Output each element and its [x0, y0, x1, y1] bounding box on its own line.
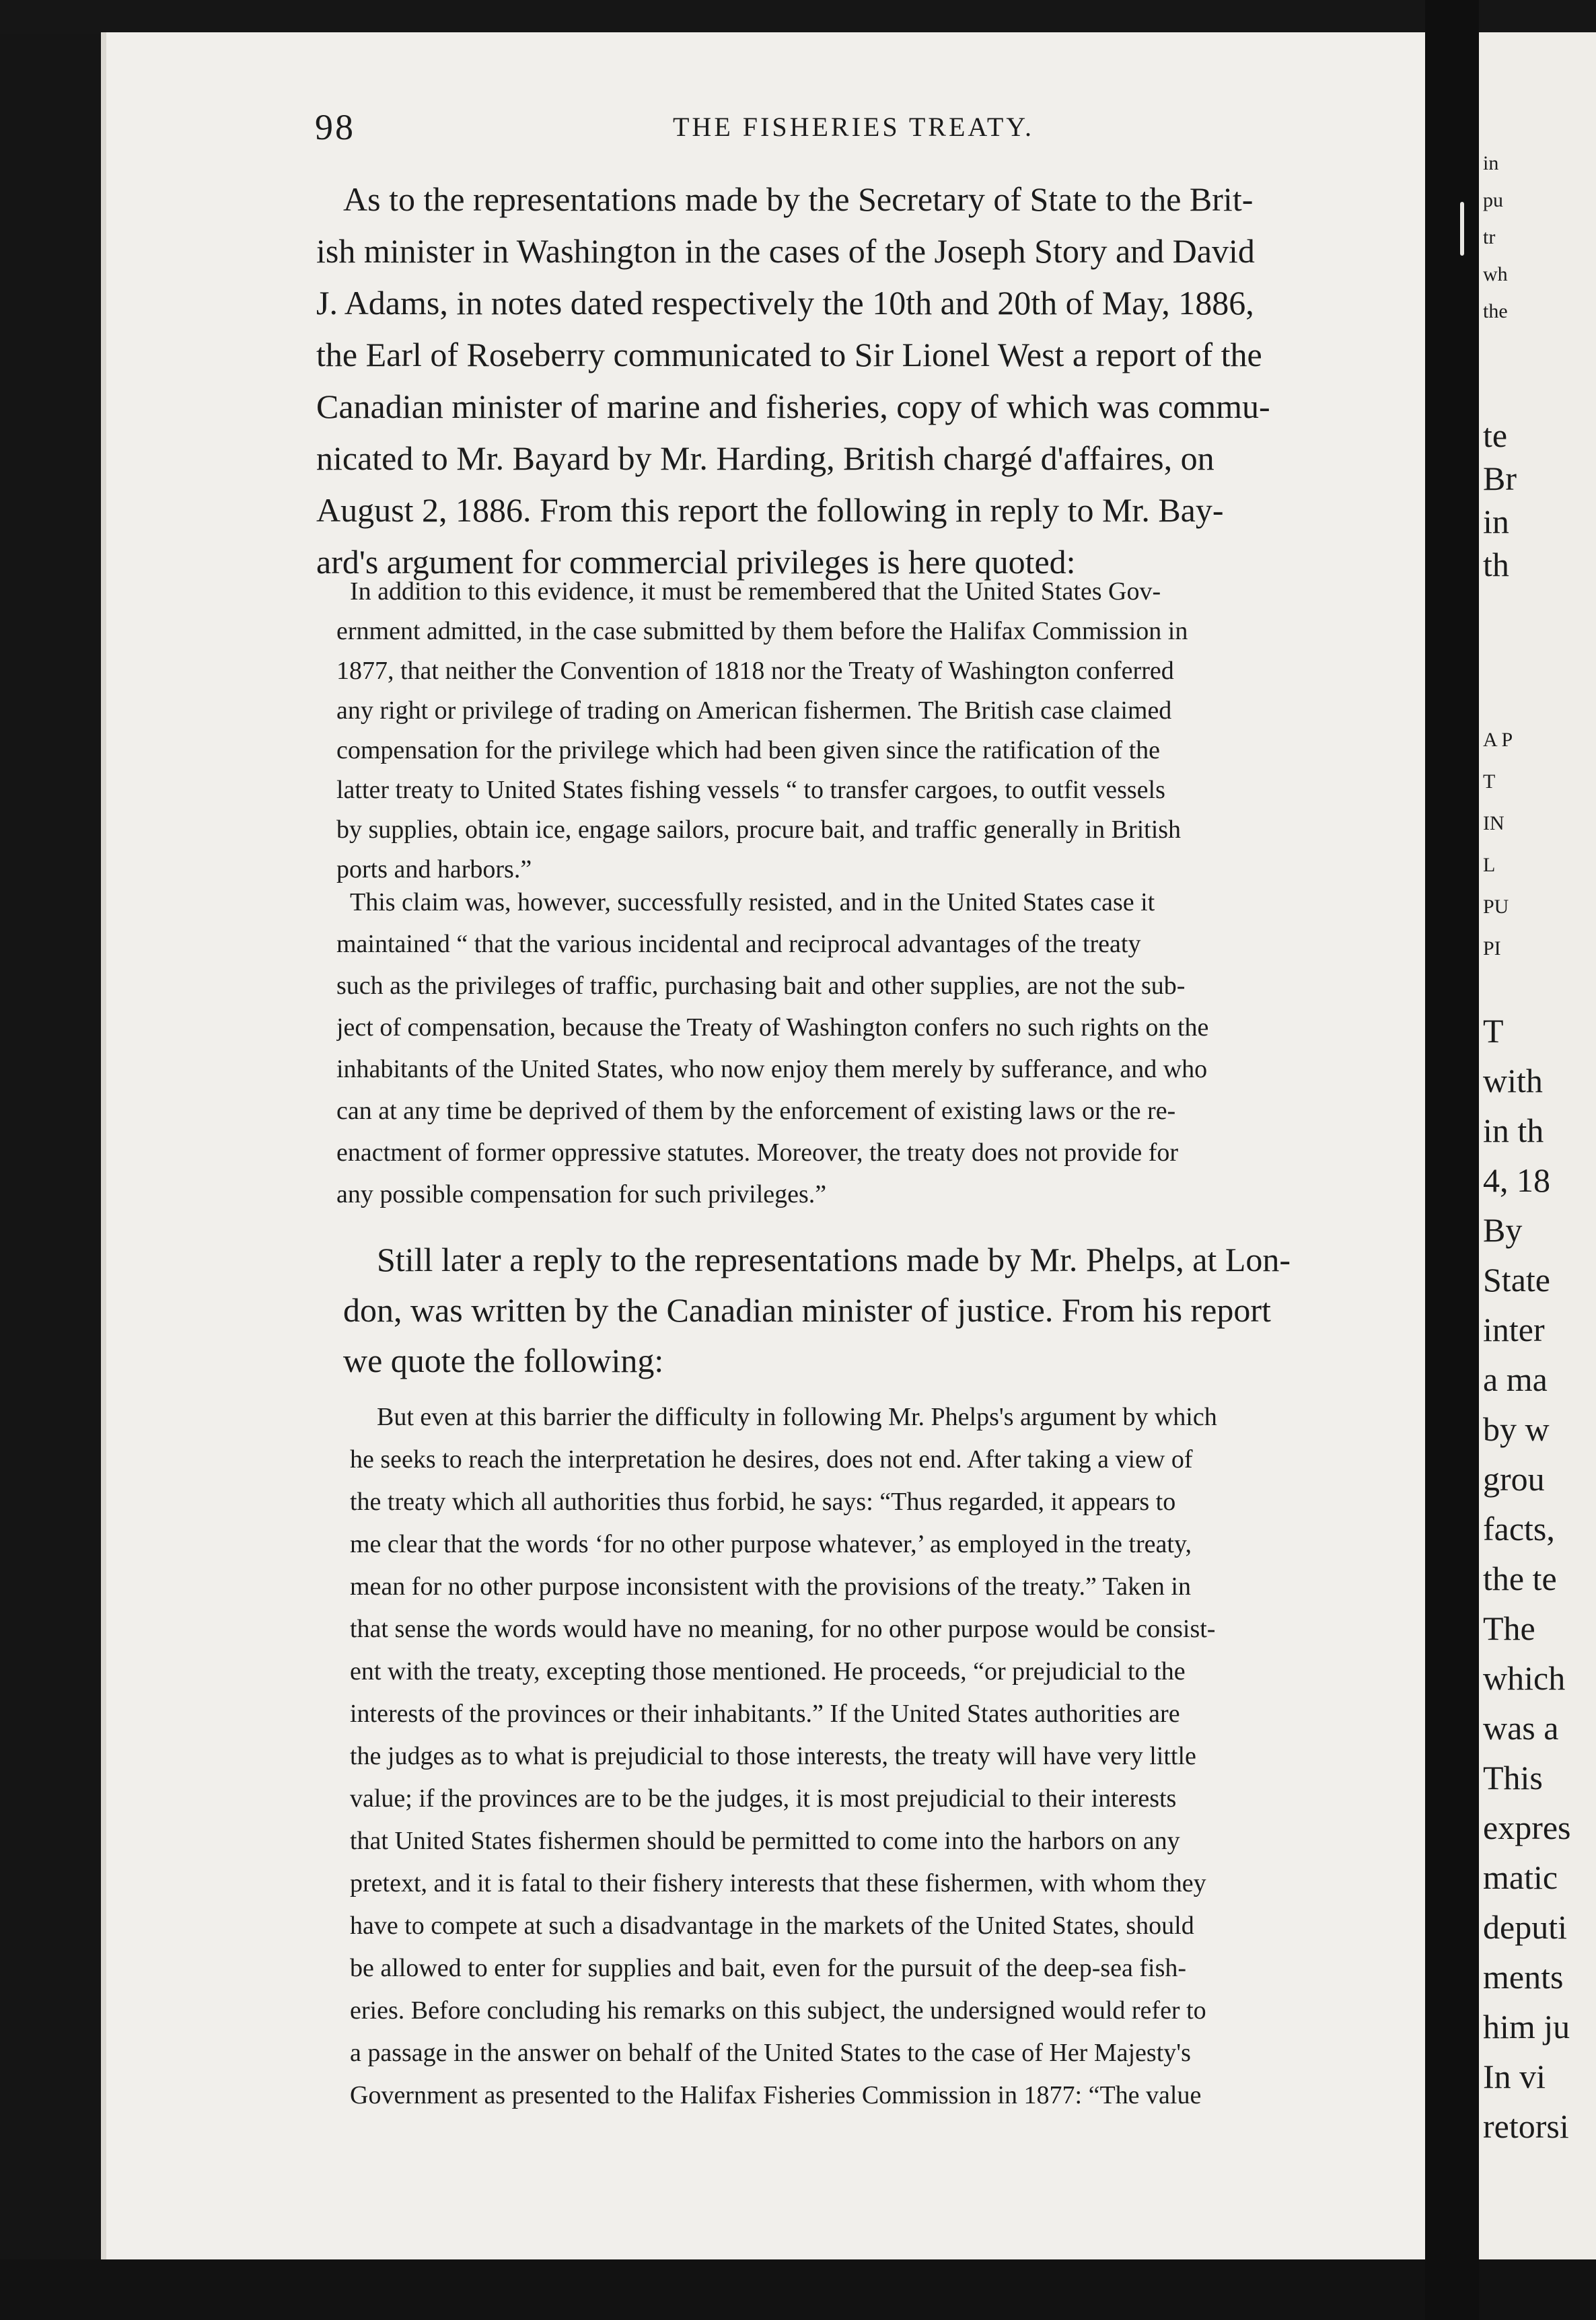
facing-page-fragment: ments — [1483, 1958, 1564, 1996]
text-line: any possible compensation for such privileges.” — [336, 1180, 827, 1208]
paragraph-1 — [316, 174, 1426, 588]
text-line: that United States fishermen should be permitted to come into the harbors on any — [350, 1827, 1180, 1855]
text-line: by supplies, obtain ice, engage sailors, procure bait, and traffic generally in British — [336, 815, 1182, 844]
facing-page-fragment: PU — [1483, 896, 1509, 918]
text-line: In addition to this evidence, it must be remembered that the United States Gov- — [350, 577, 1161, 606]
text-line: me clear that the words ‘for no other purpose whatever,’ as employed in the treaty, — [350, 1530, 1192, 1558]
facing-page-fragment: deputi — [1483, 1908, 1567, 1946]
facing-page — [1479, 32, 1596, 2259]
text-line: latter treaty to United States fishing vessels “ to transfer cargoes, to outfit vessels — [336, 776, 1165, 804]
facing-page-fragment: PI — [1483, 937, 1501, 959]
facing-page-fragment: pu — [1483, 189, 1503, 211]
text-line: value; if the provinces are to be the judges, it is most prejudicial to their interests — [350, 1784, 1177, 1813]
facing-page-fragment: facts, — [1483, 1510, 1555, 1548]
scan-border-bottom — [0, 2259, 1596, 2320]
text-line: nicated to Mr. Bayard by Mr. Harding, British chargé d'affaires, on — [316, 439, 1214, 477]
text-line: that sense the words would have no meaning, for no other purpose would be consist- — [350, 1615, 1216, 1643]
facing-page-fragment: with — [1483, 1062, 1543, 1099]
text-line: have to compete at such a disadvantage in the markets of the United States, should — [350, 1912, 1194, 1940]
facing-page-fragment: This — [1483, 1759, 1543, 1797]
text-line: ish minister in Washington in the cases of the Joseph Story and David — [316, 232, 1255, 270]
facing-page-fragment: wh — [1483, 263, 1508, 285]
text-line: he seeks to reach the interpretation he desires, does not end. After taking a view of — [350, 1445, 1193, 1474]
running-title: THE FISHERIES TREATY. — [673, 112, 1035, 142]
facing-page-fragment: in th — [1483, 1112, 1544, 1149]
text-line: the treaty which all authorities thus forbid, he says: “Thus regarded, it appears to — [350, 1488, 1176, 1516]
text-line: ent with the treaty, excepting those mentioned. He proceeds, “or prejudicial to the — [350, 1657, 1186, 1685]
text-line: Still later a reply to the representations made by Mr. Phelps, at Lon- — [377, 1241, 1291, 1278]
facing-page-fragment: tr — [1483, 226, 1496, 248]
text-line: pretext, and it is fatal to their fishery interests that these fishermen, with whom they — [350, 1869, 1206, 1897]
text-line: inhabitants of the United States, who now enjoy them merely by sufferance, and who — [336, 1055, 1208, 1083]
text-line: don, was written by the Canadian minister of justice. From his report — [343, 1291, 1271, 1329]
facing-page-fragment: th — [1483, 546, 1509, 583]
text-line: ject of compensation, because the Treaty of Washington confers no such rights on the — [336, 1013, 1209, 1042]
facing-page-fragment: 4, 18 — [1483, 1161, 1550, 1199]
text-line: ports and harbors.” — [336, 855, 532, 883]
facing-page-fragment: A P — [1483, 729, 1513, 751]
text-line: J. Adams, in notes dated respectively the 10th and 20th of May, 1886, — [316, 284, 1254, 322]
book-gutter — [1425, 0, 1479, 2320]
text-line: can at any time be deprived of them by the enforcement of existing laws or the re- — [336, 1097, 1176, 1125]
facing-page-fragment: inter — [1483, 1311, 1545, 1348]
facing-page-fragment: which — [1483, 1659, 1566, 1697]
text-line: As to the representations made by the Secretary of State to the Brit- — [343, 180, 1254, 218]
facing-page-fragment: him ju — [1483, 2008, 1570, 2045]
facing-page-fragment: matic — [1483, 1858, 1558, 1896]
facing-page-fragment: was a — [1483, 1709, 1559, 1747]
facing-page-fragment: te — [1483, 416, 1508, 454]
facing-page-fragment: IN — [1483, 812, 1504, 834]
text-line: 1877, that neither the Convention of 1818 nor the Treaty of Washington conferred — [336, 657, 1174, 685]
facing-page-fragment: a ma — [1483, 1361, 1548, 1398]
facing-page-fragment: by w — [1483, 1410, 1550, 1448]
facing-page-fragment: State — [1483, 1261, 1550, 1299]
text-line: mean for no other purpose inconsistent with the provisions of the treaty.” Taken in — [350, 1572, 1191, 1601]
text-line: any right or privilege of trading on American fishermen. The British case claimed — [336, 696, 1172, 725]
text-line: be allowed to enter for supplies and bait, even for the pursuit of the deep-sea fish- — [350, 1954, 1187, 1982]
facing-page-fragment: Br — [1483, 460, 1517, 497]
left-page-edge — [101, 32, 106, 2259]
text-line: August 2, 1886. From this report the following in reply to Mr. Bay- — [316, 491, 1224, 529]
quote-block-1 — [336, 572, 1447, 890]
text-line: maintained “ that the various incidental and reciprocal advantages of the treaty — [336, 930, 1141, 958]
facing-page-fragment: retorsi — [1483, 2107, 1569, 2145]
facing-page-fragment: expres — [1483, 1809, 1571, 1846]
facing-page-fragment: in — [1483, 503, 1509, 540]
facing-page-fragment: L — [1483, 854, 1496, 876]
text-line: But even at this barrier the difficulty in following Mr. Phelps's argument by which — [377, 1403, 1217, 1431]
facing-page-fragment: the — [1483, 300, 1508, 322]
facing-page-fragment: In vi — [1483, 2058, 1546, 2095]
scan-border-left — [0, 0, 101, 2320]
quote-block-3 — [350, 1396, 1460, 2117]
paragraph-2 — [343, 1235, 1453, 1386]
text-line: compensation for the privilege which had been given since the ratification of the — [336, 736, 1161, 764]
gutter-highlight — [1460, 202, 1464, 256]
text-line: ernment admitted, in the case submitted by them before the Halifax Commission in — [336, 617, 1188, 645]
facing-page-fragment: grou — [1483, 1460, 1545, 1498]
facing-page-fragment: the te — [1483, 1560, 1557, 1597]
text-line: interests of the provinces or their inhabitants.” If the United States authorities are — [350, 1700, 1180, 1728]
text-line: the judges as to what is prejudicial to those interests, the treaty will have very little — [350, 1742, 1196, 1770]
facing-page-fragment: T — [1483, 1012, 1504, 1050]
scan-border-top — [0, 0, 1596, 34]
text-line: enactment of former oppressive statutes. Moreover, the treaty does not provide for — [336, 1138, 1179, 1167]
quote-block-2 — [336, 881, 1447, 1215]
text-line: we quote the following: — [343, 1342, 664, 1379]
facing-page-fragment: in — [1483, 152, 1499, 174]
text-line: Government as presented to the Halifax Fisheries Commission in 1877: “The value — [350, 2081, 1202, 2109]
facing-page-fragment: The — [1483, 1609, 1535, 1647]
facing-page-fragment: By — [1483, 1211, 1523, 1249]
text-line: This claim was, however, successfully resisted, and in the United States case it — [350, 888, 1155, 916]
text-line: a passage in the answer on behalf of the United States to the case of Her Majesty's — [350, 2039, 1191, 2067]
facing-page-fragment: T — [1483, 770, 1496, 793]
text-line: eries. Before concluding his remarks on this subject, the undersigned would refer to — [350, 1996, 1206, 2025]
page-number: 98 — [315, 107, 355, 147]
text-line: the Earl of Roseberry communicated to Sir Lionel West a report of the — [316, 336, 1262, 373]
text-line: ard's argument for commercial privileges is here quoted: — [316, 543, 1076, 581]
text-line: such as the privileges of traffic, purchasing bait and other supplies, are not the sub- — [336, 972, 1186, 1000]
text-line: Canadian minister of marine and fisheries, copy of which was commu- — [316, 388, 1270, 425]
